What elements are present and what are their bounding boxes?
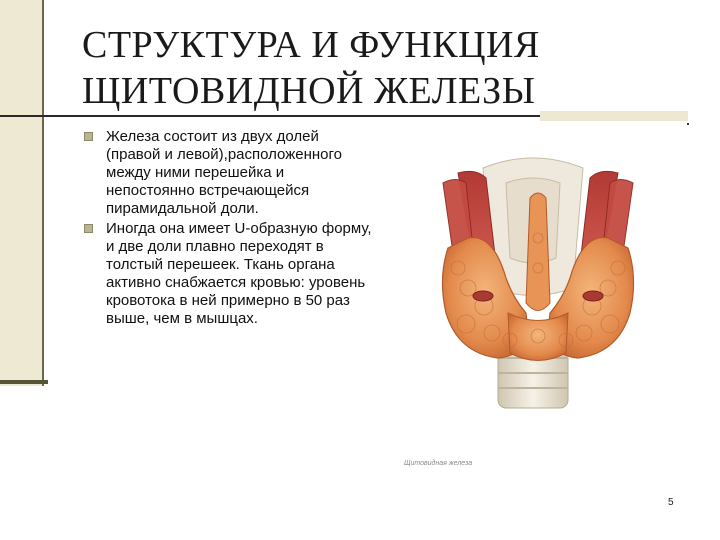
figure-caption: Щитовидная железа <box>404 460 473 467</box>
title-underline <box>0 115 540 117</box>
title-line-1: СТРУКТУРА И ФУНКЦИЯ <box>82 24 540 66</box>
square-bullet-icon <box>84 132 93 141</box>
bullet-item <box>84 220 374 328</box>
square-bullet-icon <box>84 224 93 233</box>
underline-end-dot <box>687 123 689 125</box>
title-underline-accent <box>540 111 688 121</box>
page-number: 5 <box>668 497 674 508</box>
slide-sidebar-decoration <box>0 0 44 386</box>
bullet-text: Иногда она имеет U-образную форму, и две доли плавно переходят в толстый перешеек. Ткань органа активно снабжается кровью: уровень кровотока в ней примерно в 50 раз выше, чем в мышцах. <box>106 220 372 327</box>
bullet-list <box>84 128 374 328</box>
slide-title <box>82 22 682 114</box>
thyroid-illustration <box>388 128 688 480</box>
bullet-item <box>84 128 374 218</box>
title-line-2: ЩИТОВИДНОЙ ЖЕЛЕЗЫ <box>82 70 536 112</box>
bullet-text: Железа состоит из двух долей (правой и левой),расположенного между ними перешейка и непостоянно встречающейся пирамидальной доли. <box>106 128 343 217</box>
sidebar-base-line <box>0 380 48 384</box>
